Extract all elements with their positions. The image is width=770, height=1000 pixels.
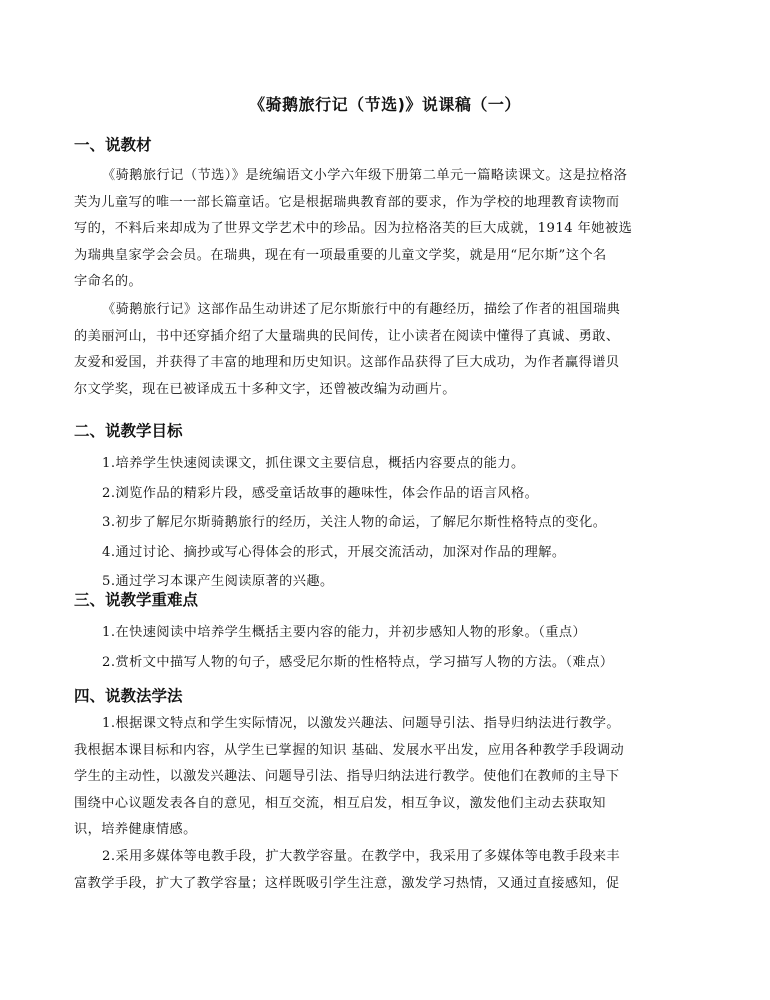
paragraph <box>74 297 698 403</box>
list-item: 4.通过讨论、摘抄或写心得体会的形式，开展交流活动，加深对作品的理解。 <box>102 544 566 560</box>
list-item: 1.培养学生快速阅读课文，抓住课文主要信息，概括内容要点的能力。 <box>102 456 525 471</box>
paragraph-line: 学生的主动性，以激发兴趣法、问题导引法、指导归纳法进行教学。使他们在教师的主导下 <box>74 769 620 784</box>
paragraph-line: 2.采用多媒体等电教手段，扩大教学容量。在教学中，我采用了多媒体等电教手段来丰 <box>102 849 621 864</box>
paragraph-line: 的美丽河山，书中还穿插介绍了大量瑞典的民间传，让小读者在阅读中懂得了真诚、勇敢、 <box>74 328 620 344</box>
paragraph-line: 围绕中心议题发表各自的意见，相互交流，相互启发，相互争议，激发他们主动去获取知 <box>74 795 606 811</box>
list-item: 2.浏览作品的精彩片段，感受童话故事的趣味性，体会作品的语言风格。 <box>102 485 539 501</box>
paragraph-line: 识，培养健康情感。 <box>74 822 197 837</box>
list-item: 2.赏析文中描写人物的句子，感受尼尔斯的性格特点，学习描写人物的方法。（难点） <box>102 654 614 670</box>
list-item: 1.在快速阅读中培养学生概括主要内容的能力，并初步感知人物的形象。（重点） <box>102 625 587 640</box>
section-heading-methods: 四、说教法学法 <box>74 687 183 705</box>
paragraph <box>74 163 698 296</box>
section-heading-textbook: 一、说教材 <box>74 136 152 154</box>
paragraph-line: 《骑鹅旅行记（节选）》是统编语文小学六年级下册第二单元一篇略读课文。这是拉格洛 <box>102 168 628 183</box>
paragraph-line: 我根据本课目标和内容，从学生已掌握的知识 基础、发展水平出发，应用各种教学手段调动 <box>74 742 625 758</box>
paragraph-line: 字命名的。 <box>74 274 143 289</box>
list-item: 5.通过学习本课产生阅读原著的兴趣。 <box>102 574 334 589</box>
paragraph-line: 芙为儿童写的唯一一部长篇童话。它是根据瑞典教育部的要求，作为学校的地理教育读物而 <box>74 194 620 210</box>
paragraph-line: 尔文学奖，现在已被译成五十多种文字，还曾被改编为动画片。 <box>74 381 456 397</box>
paragraph-line: 为瑞典皇家学会会员。在瑞典，现在有一项最重要的儿童文学奖，就是用“尼尔斯”这个名 <box>74 247 607 263</box>
paragraph-line: 1.根据课文特点和学生实际情况，以激发兴趣法、问题导引法、指导归纳法进行教学。 <box>102 716 621 731</box>
key-points-list <box>102 618 702 677</box>
paragraph-line: 写的，不料后来却成为了世界文学艺术中的珍品。因为拉格洛芙的巨大成就，1914 年她被选 <box>74 221 633 236</box>
objectives-list <box>102 449 702 597</box>
paragraph-line: 友爱和爱国，并获得了丰富的地理和历史知识。这部作品获得了巨大成功，为作者赢得谱贝 <box>74 355 620 370</box>
list-item: 3.初步了解尼尔斯骑鹅旅行的经历，关注人物的命运，了解尼尔斯性格特点的变化。 <box>102 515 607 530</box>
paragraph-line: 《骑鹅旅行记》这部作品生动讲述了尼尔斯旅行中的有趣经历，描绘了作者的祖国瑞典 <box>102 302 621 317</box>
document-title: 《骑鹅旅行记（节选)》说课稿（一） <box>249 95 521 114</box>
paragraph <box>74 844 698 897</box>
paragraph-line: 富教学手段，扩大了教学容量；这样既吸引学生注意，激发学习热情，又通过直接感知，促 <box>74 875 620 891</box>
section-heading-key-points: 三、说教学重难点 <box>74 591 199 609</box>
section-heading-objectives: 二、说教学目标 <box>74 422 183 440</box>
paragraph <box>74 711 698 844</box>
